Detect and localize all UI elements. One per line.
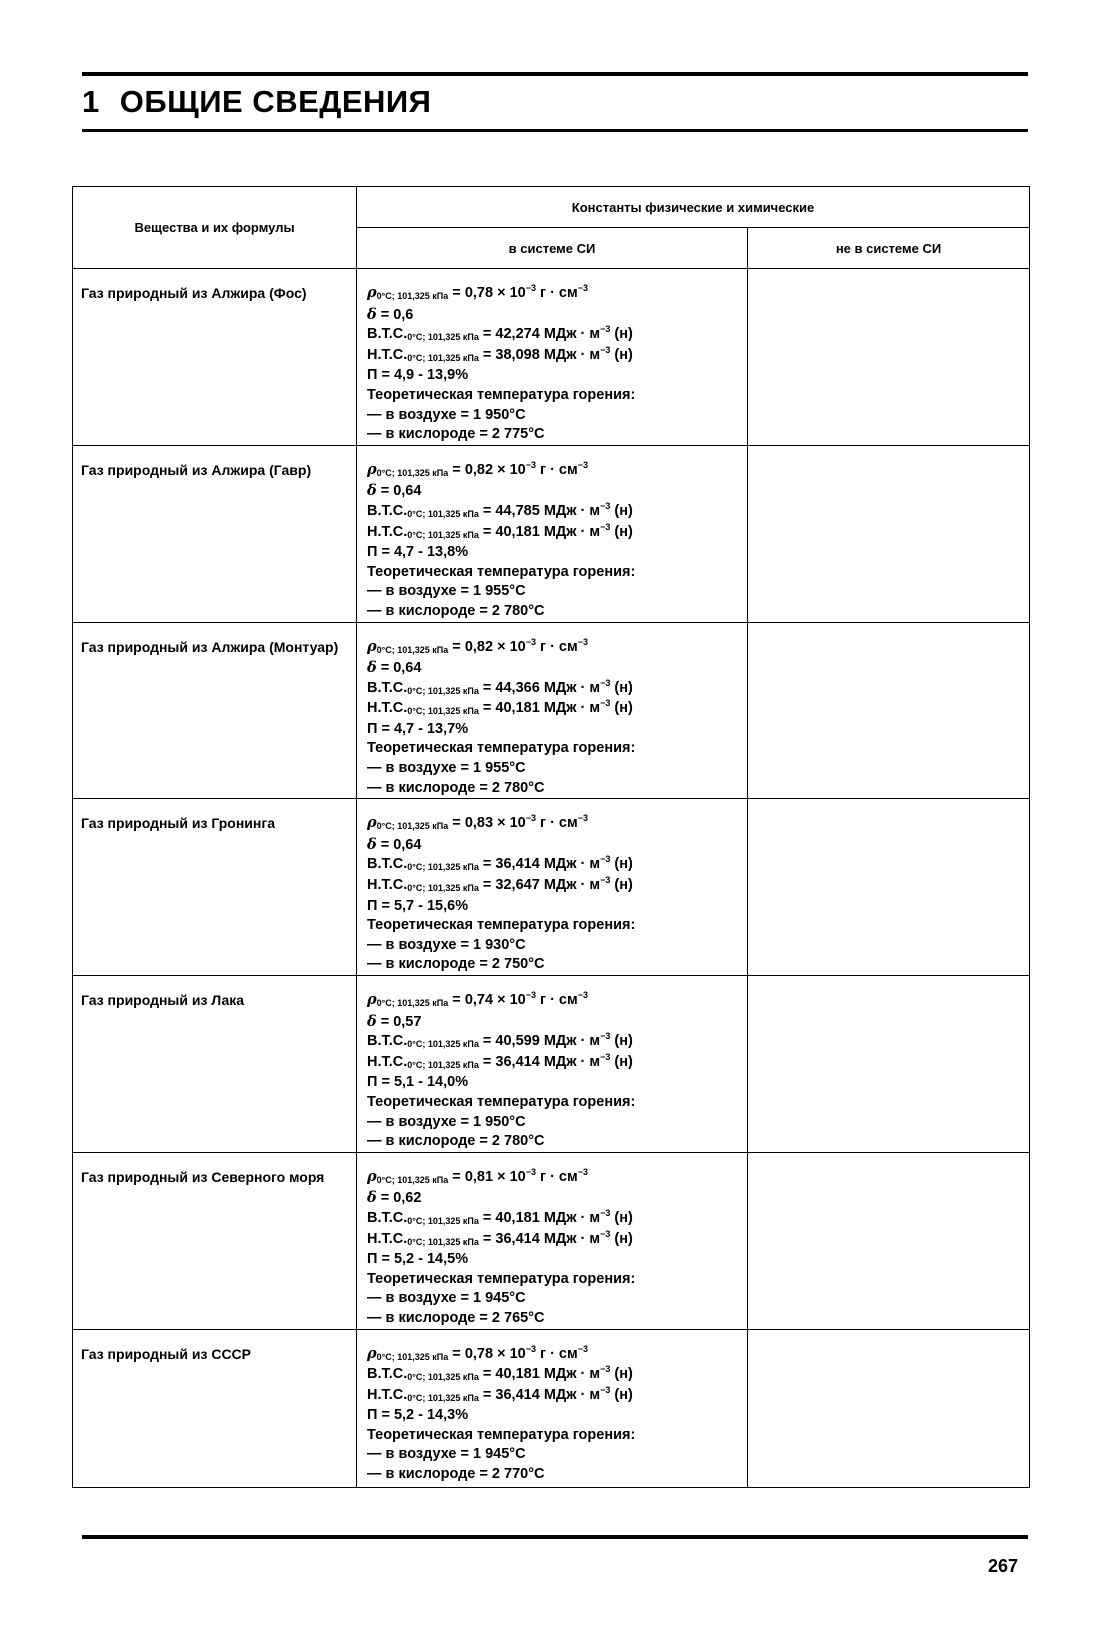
si-constants — [357, 269, 748, 446]
flammability-line: П = 5,7 - 15,6% — [367, 897, 469, 914]
theoretical-temp-label: Теоретическая температура горения: — [367, 1270, 636, 1287]
theoretical-temp-label: Теоретическая температура горения: — [367, 740, 636, 757]
oxygen-temp-line: — в кислороде = 2 775°C — [367, 426, 545, 443]
si-constants — [357, 445, 748, 622]
si-constants — [357, 1152, 748, 1329]
lhv-line: Н.Т.С.0°C; 101,325 кПа = 36,414 МДж · $м^{-3}$ (н) — [367, 1051, 633, 1070]
density-line: ρ0°C; 101,325 кПа = $0,78 \times 10^{-3}$ $г \cdot см^{-3}$ — [367, 1343, 588, 1362]
substance-name: Газ природный из Лака — [73, 976, 357, 1153]
delta-line: δ = 0,57 — [367, 1012, 422, 1030]
si-constants — [357, 622, 748, 799]
lhv-line: Н.Т.С.0°C; 101,325 кПа = 32,647 МДж · $м^{-3}$ (н) — [367, 875, 633, 894]
title-underline — [82, 129, 1028, 132]
section-title — [82, 84, 431, 120]
non-si-cell — [748, 976, 1030, 1153]
theoretical-temp-label: Теоретическая температура горения: — [367, 1426, 636, 1443]
non-si-cell — [748, 269, 1030, 446]
hhv-line: В.Т.С.0°C; 101,325 кПа = 44,366 МДж · $м^{-3}$ (н) — [367, 677, 633, 696]
header-nonsi: не в системе СИ — [748, 228, 1030, 269]
delta-line: δ = 0,6 — [367, 305, 414, 323]
substance-name: Газ природный из Алжира (Монтуар) — [73, 622, 357, 799]
oxygen-temp-line: — в кислороде = 2 780°C — [367, 602, 545, 619]
air-temp-line: — в воздухе = 1 945°C — [367, 1446, 526, 1463]
theoretical-temp-label: Теоретическая температура горения: — [367, 386, 636, 403]
oxygen-temp-line: — в кислороде = 2 770°C — [367, 1466, 545, 1483]
si-constants — [357, 799, 748, 976]
top-rule — [82, 72, 1028, 76]
oxygen-temp-line: — в кислороде = 2 765°C — [367, 1309, 545, 1326]
table-row — [73, 445, 1030, 622]
si-constants — [357, 976, 748, 1153]
air-temp-line: — в воздухе = 1 950°C — [367, 1113, 526, 1130]
constants-table — [72, 186, 1030, 1488]
flammability-line: П = 5,2 - 14,5% — [367, 1251, 469, 1268]
delta-line: δ = 0,64 — [367, 659, 422, 677]
hhv-line: В.Т.С.0°C; 101,325 кПа = 40,181 МДж · $м^{-3}$ (н) — [367, 1207, 633, 1226]
flammability-line: П = 5,1 - 14,0% — [367, 1074, 469, 1091]
delta-line: δ = 0,64 — [367, 482, 422, 500]
table-row — [73, 1329, 1030, 1487]
substance-name: Газ природный из Алжира (Гавр) — [73, 445, 357, 622]
flammability-line: П = 4,7 - 13,7% — [367, 720, 469, 737]
hhv-line: В.Т.С.0°C; 101,325 кПа = 40,181 МДж · $м^{-3}$ (н) — [367, 1364, 633, 1383]
oxygen-temp-line: — в кислороде = 2 750°C — [367, 956, 545, 973]
lhv-line: Н.Т.С.0°C; 101,325 кПа = 36,414 МДж · $м^{-3}$ (н) — [367, 1228, 633, 1247]
table-row — [73, 269, 1030, 446]
oxygen-temp-line: — в кислороде = 2 780°C — [367, 779, 545, 796]
density-line: ρ0°C; 101,325 кПа = $0,82 \times 10^{-3}$ $г \cdot см^{-3}$ — [367, 636, 588, 655]
theoretical-temp-label: Теоретическая температура горения: — [367, 917, 636, 934]
header-substances: Вещества и их формулы — [73, 187, 357, 269]
table-row — [73, 976, 1030, 1153]
non-si-cell — [748, 445, 1030, 622]
flammability-line: П = 4,9 - 13,9% — [367, 367, 469, 384]
air-temp-line: — в воздухе = 1 930°C — [367, 936, 526, 953]
hhv-line: В.Т.С.0°C; 101,325 кПа = 40,599 МДж · $м^{-3}$ (н) — [367, 1031, 633, 1050]
hhv-line: В.Т.С.0°C; 101,325 кПа = 42,274 МДж · $м^{-3}$ (н) — [367, 324, 633, 343]
table-body — [73, 269, 1030, 1488]
substance-name: Газ природный из Гронинга — [73, 799, 357, 976]
non-si-cell — [748, 1329, 1030, 1487]
non-si-cell — [748, 1152, 1030, 1329]
lhv-line: Н.Т.С.0°C; 101,325 кПа = 38,098 МДж · $м^{-3}$ (н) — [367, 344, 633, 363]
air-temp-line: — в воздухе = 1 955°C — [367, 760, 526, 777]
substance-name: Газ природный из СССР — [73, 1329, 357, 1487]
non-si-cell — [748, 622, 1030, 799]
hhv-line: В.Т.С.0°C; 101,325 кПа = 44,785 МДж · $м^{-3}$ (н) — [367, 500, 633, 519]
page-number: 267 — [988, 1556, 1019, 1576]
air-temp-line: — в воздухе = 1 955°C — [367, 583, 526, 600]
oxygen-temp-line: — в кислороде = 2 780°C — [367, 1133, 545, 1150]
hhv-line: В.Т.С.0°C; 101,325 кПа = 36,414 МДж · $м^{-3}$ (н) — [367, 854, 633, 873]
header-constants: Константы физические и химические — [357, 187, 1030, 228]
table-row — [73, 1152, 1030, 1329]
density-line: ρ0°C; 101,325 кПа = $0,81 \times 10^{-3}$ $г \cdot см^{-3}$ — [367, 1166, 588, 1185]
bottom-rule — [82, 1535, 1028, 1539]
density-line: ρ0°C; 101,325 кПа = $0,74 \times 10^{-3}$ $г \cdot см^{-3}$ — [367, 990, 588, 1008]
flammability-line: П = 5,2 - 14,3% — [367, 1407, 469, 1424]
si-constants — [357, 1329, 748, 1487]
theoretical-temp-label: Теоретическая температура горения: — [367, 563, 636, 580]
air-temp-line: — в воздухе = 1 950°C — [367, 406, 526, 423]
lhv-line: Н.Т.С.0°C; 101,325 кПа = 40,181 МДж · $м^{-3}$ (н) — [367, 698, 633, 717]
substance-name: Газ природный из Северного моря — [73, 1152, 357, 1329]
density-line: ρ0°C; 101,325 кПа = $0,83 \times 10^{-3}$ $г \cdot см^{-3}$ — [367, 813, 588, 832]
table-row — [73, 799, 1030, 976]
flammability-line: П = 4,7 - 13,8% — [367, 544, 469, 561]
lhv-line: Н.Т.С.0°C; 101,325 кПа = 40,181 МДж · $м^{-3}$ (н) — [367, 521, 633, 540]
header-si: в системе СИ — [357, 228, 748, 269]
table-row — [73, 622, 1030, 799]
theoretical-temp-label: Теоретическая температура горения: — [367, 1093, 636, 1110]
section-heading: ОБЩИЕ СВЕДЕНИЯ — [119, 84, 432, 119]
delta-line: δ = 0,62 — [367, 1189, 422, 1207]
density-line: ρ0°C; 101,325 кПа = $0,78 \times 10^{-3}$ $г \cdot см^{-3}$ — [367, 283, 588, 301]
substance-name: Газ природный из Алжира (Фос) — [73, 269, 357, 446]
lhv-line: Н.Т.С.0°C; 101,325 кПа = 36,414 МДж · $м^{-3}$ (н) — [367, 1384, 633, 1403]
delta-line: δ = 0,64 — [367, 835, 422, 853]
density-line: ρ0°C; 101,325 кПа = $0,82 \times 10^{-3}$ $г \cdot см^{-3}$ — [367, 459, 588, 478]
section-number: 1 — [82, 84, 100, 119]
air-temp-line: — в воздухе = 1 945°C — [367, 1290, 526, 1307]
non-si-cell — [748, 799, 1030, 976]
